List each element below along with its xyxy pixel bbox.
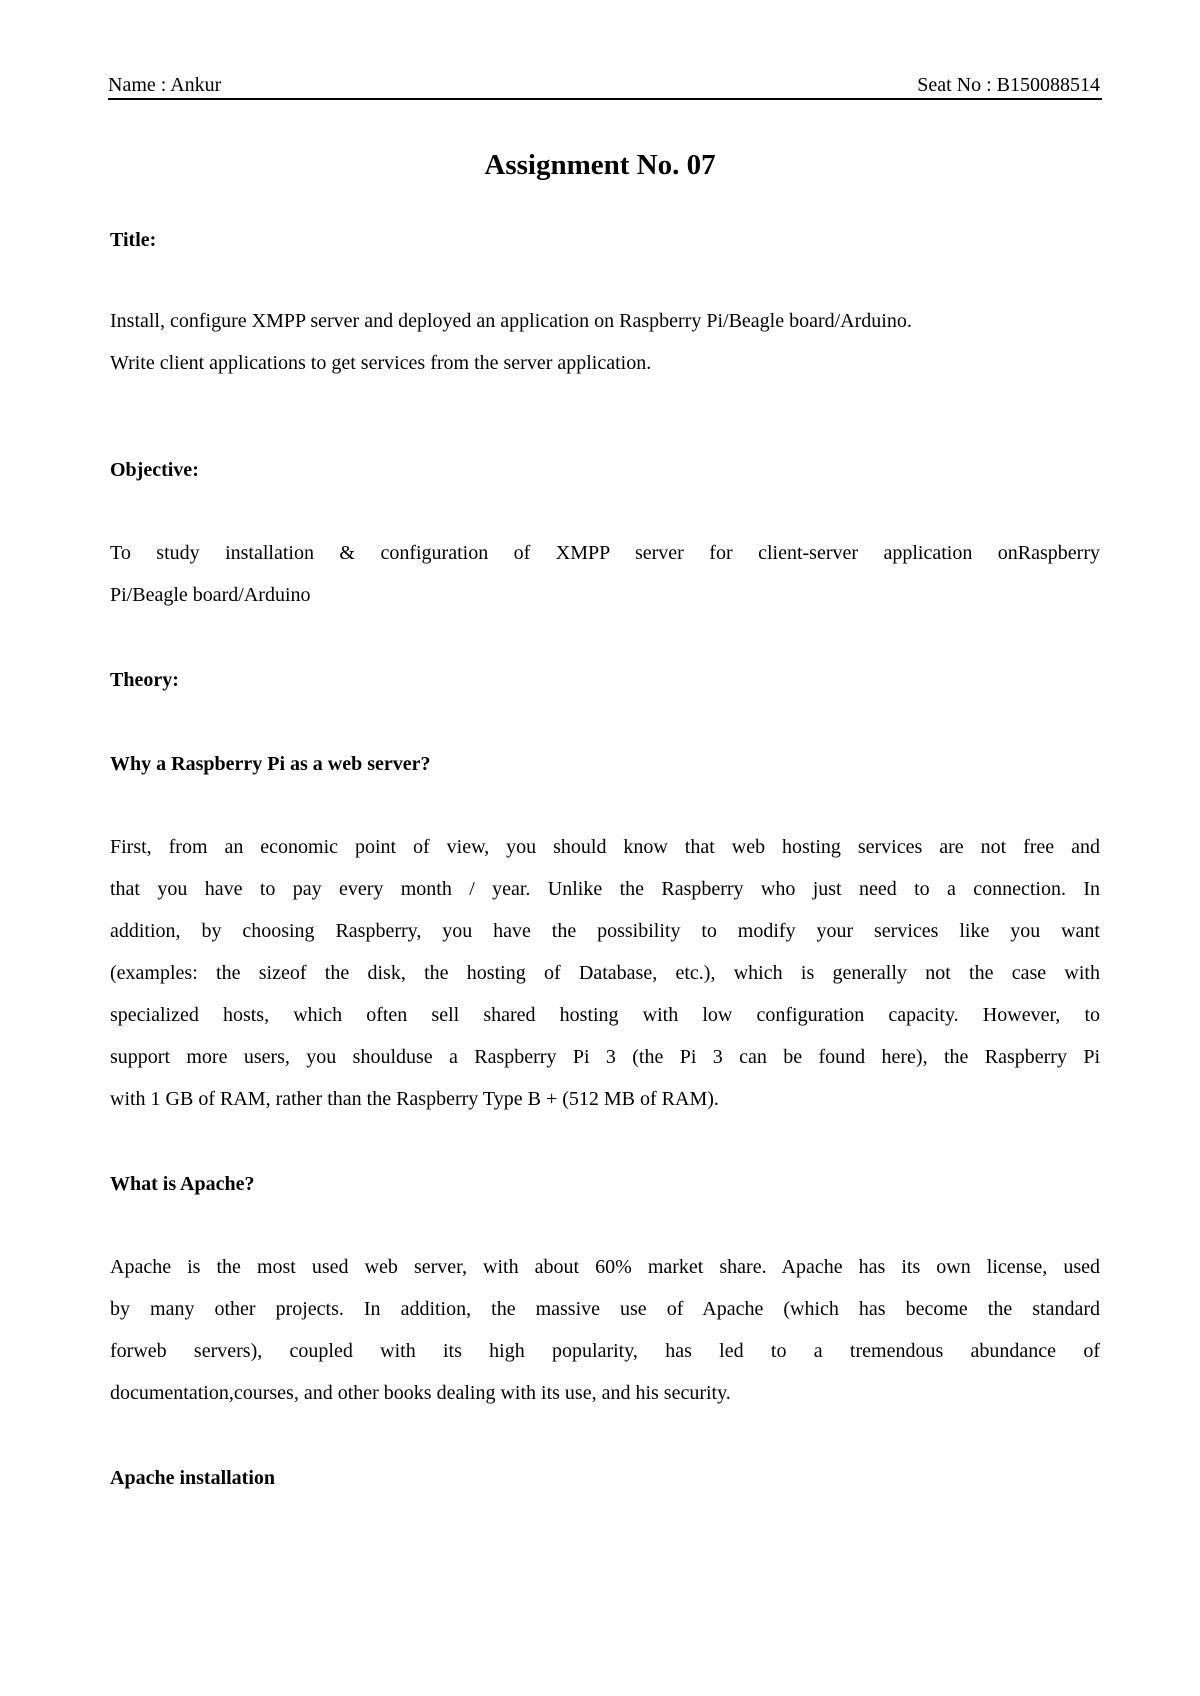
apache-installation-heading: Apache installation bbox=[110, 1467, 276, 1489]
student-name: Name : Ankur bbox=[108, 74, 222, 96]
why-line-2: that you have to pay every month / year. Unlike the Raspberry who just need to a connection. In bbox=[110, 878, 1100, 900]
apache-paragraph bbox=[110, 1246, 1100, 1414]
objective-line-2: Pi/Beagle board/Arduino bbox=[110, 584, 311, 606]
apache-line-3: forweb servers), coupled with its high popularity, has led to a tremendous abundance of bbox=[110, 1340, 1100, 1362]
objective-paragraph bbox=[110, 532, 1100, 616]
why-heading: Why a Raspberry Pi as a web server? bbox=[110, 753, 431, 775]
why-line-3: addition, by choosing Raspberry, you have the possibility to modify your services like you want bbox=[110, 920, 1100, 942]
apache-line-1: Apache is the most used web server, with about 60% market share. Apache has its own license, used bbox=[110, 1256, 1100, 1278]
why-line-5: specialized hosts, which often sell shared hosting with low configuration capacity. However, to bbox=[110, 1004, 1100, 1026]
why-line-6: support more users, you shoulduse a Raspberry Pi 3 (the Pi 3 can be found here), the Raspberry Pi bbox=[110, 1046, 1100, 1068]
title-heading: Title: bbox=[110, 229, 157, 251]
objective-heading: Objective: bbox=[110, 459, 199, 481]
objective-line-1: To study installation & configuration of XMPP server for client-server application onRaspberry bbox=[110, 542, 1100, 564]
apache-line-2: by many other projects. In addition, the massive use of Apache (which has become the standard bbox=[110, 1298, 1100, 1320]
why-paragraph bbox=[110, 826, 1100, 1120]
theory-heading: Theory: bbox=[110, 669, 179, 691]
why-line-1: First, from an economic point of view, you should know that web hosting services are not free and bbox=[110, 836, 1100, 858]
assignment-title: Assignment No. 07 bbox=[484, 149, 716, 181]
seat-number: Seat No : B150088514 bbox=[917, 74, 1100, 96]
title-paragraph bbox=[110, 300, 1100, 384]
apache-line-4: documentation,courses, and other books dealing with its use, and his security. bbox=[110, 1382, 731, 1404]
title-line-2: Write client applications to get services from the server application. bbox=[110, 352, 652, 374]
page-header bbox=[108, 72, 1102, 100]
title-line-1: Install, configure XMPP server and deployed an application on Raspberry Pi/Beagle board/Arduino. bbox=[110, 310, 912, 332]
why-line-7: with 1 GB of RAM, rather than the Raspberry Type B + (512 MB of RAM). bbox=[110, 1088, 719, 1110]
apache-heading: What is Apache? bbox=[110, 1173, 255, 1195]
why-line-4: (examples: the sizeof the disk, the hosting of Database, etc.), which is generally not the case with bbox=[110, 962, 1100, 984]
